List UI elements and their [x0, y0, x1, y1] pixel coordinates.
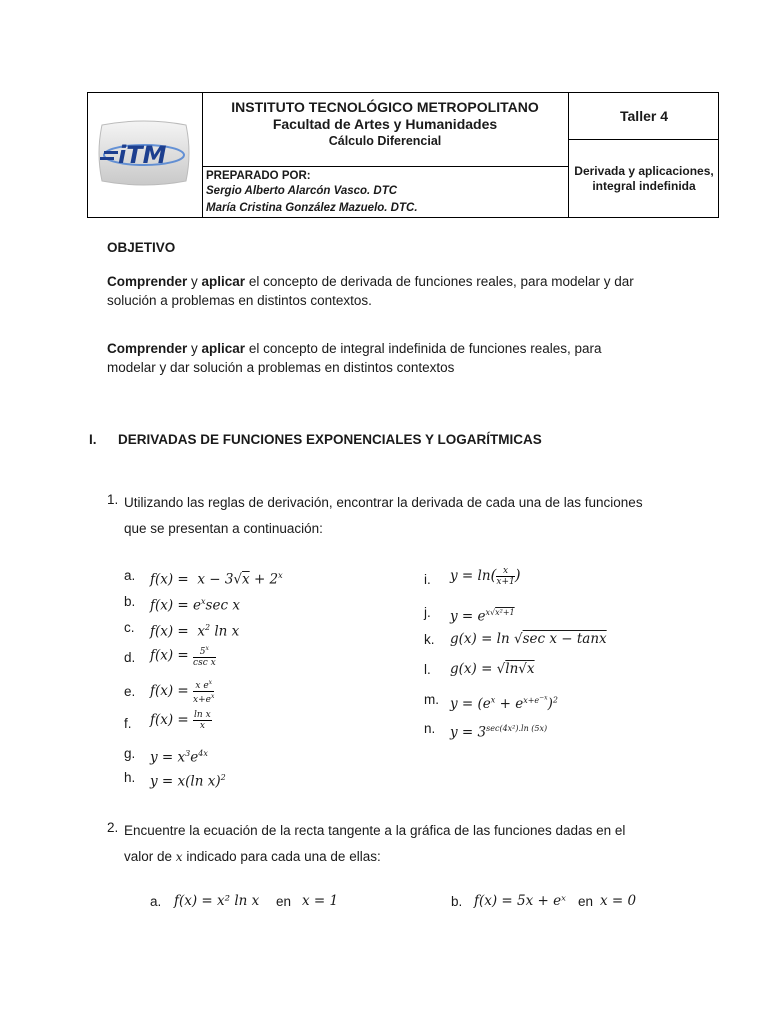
item-label-g: g. — [124, 746, 136, 761]
q2-point-b: x = 0 — [600, 893, 637, 909]
formula-h: y = x(ln x)$^2$ — [150, 773, 226, 790]
q1-line-2: que se presentan a continuación: — [124, 521, 323, 536]
objective-1-verb-1: Comprender — [107, 274, 188, 289]
q2-line-1: Encuentre la ecuación de la recta tangente a la gráfica de las funciones dadas en el — [124, 823, 626, 838]
objective-2-text-2: modelar y dar solución a problemas en distintos contextos — [107, 360, 455, 375]
q2-formula-a: f(x) = x² ln x — [174, 893, 260, 909]
formula-a: $f(x) = x - 3√x + 2^x$ — [150, 571, 283, 588]
item-label-n: n. — [424, 721, 436, 736]
item-label-l: l. — [424, 662, 431, 677]
authors-block — [202, 167, 568, 217]
item-label-f: f. — [124, 716, 132, 731]
logo-cell — [88, 93, 203, 217]
header-right — [569, 93, 719, 217]
formula-g: $y = x^3e^{4x}$ — [150, 749, 208, 766]
formula-d: f(x) = $\frac{5^x}{\text{csc x}}$ — [150, 645, 216, 668]
item-label-c: c. — [124, 620, 135, 635]
formula-n: $y = 3^{sec(4x^2).ln (5x)}$ — [450, 724, 548, 741]
formula-m: $y = (e^x + e^{x+e^{-x}})^2$ — [450, 694, 558, 713]
document-header — [87, 92, 719, 218]
item-label-k: k. — [424, 632, 435, 647]
logo-text: iTM — [118, 141, 167, 169]
q2-variable: x — [175, 850, 183, 864]
institution-block — [202, 93, 568, 167]
item-label-j: j. — [424, 605, 431, 620]
q2-line-2-post: indicado para cada una de ellas: — [182, 849, 381, 864]
item-label-d: d. — [124, 650, 136, 665]
author-1: Sergio Alberto Alarcón Vasco. DTC — [206, 185, 398, 197]
section-number: I. — [89, 432, 97, 447]
objective-1-verb-2: aplicar — [201, 274, 246, 289]
author-2: María Cristina González Mazuelo. DTC. — [206, 202, 418, 214]
item-label-h: h. — [124, 770, 136, 785]
itm-logo — [96, 117, 192, 189]
q2-statement — [124, 818, 684, 870]
q2-formula-b: f(x) = 5x + eˣ — [474, 893, 566, 909]
prepared-by-label: PREPARADO POR: — [206, 170, 311, 182]
objective-paragraph-2 — [107, 339, 667, 377]
q2-point-a: x = 1 — [302, 893, 339, 909]
workshop-topic: Derivada y aplicaciones, integral indefinida — [574, 163, 714, 193]
q2-label-b: b. — [451, 894, 463, 909]
objective-title: OBJETIVO — [107, 240, 176, 255]
course-name: Cálculo Diferencial — [328, 134, 442, 148]
objective-2-verb-1: Comprender — [107, 341, 188, 356]
objective-1-text-2: solución a problemas en distintos contextos. — [107, 293, 372, 308]
q1-statement — [124, 490, 684, 542]
q1-line-1: Utilizando las reglas de derivación, encontrar la derivada de cada una de las funciones — [124, 495, 643, 510]
formula-k: g(x) = ln √sec x − tanx — [450, 631, 607, 647]
objective-1-text-1: el concepto de derivada de funciones reales, para modelar y dar — [245, 274, 634, 289]
formula-e: f(x) = $\frac{x e^x}{x+e^x}$ — [150, 679, 215, 705]
formula-b: $f(x) = e^x\sec$ x — [150, 597, 240, 614]
section-title: DERIVADAS DE FUNCIONES EXPONENCIALES Y LOGARÍTMICAS — [118, 432, 542, 447]
item-label-m: m. — [424, 692, 439, 707]
formula-c: $f(x) = x^2$ ln x — [150, 623, 240, 640]
institution-name: INSTITUTO TECNOLÓGICO METROPOLITANO — [231, 99, 539, 115]
faculty-name: Facultad de Artes y Humanidades — [272, 116, 498, 132]
formula-l: g(x) = √ln√x — [450, 661, 535, 677]
objective-1-conj: y — [187, 274, 202, 289]
item-label-b: b. — [124, 594, 136, 609]
item-label-i: i. — [424, 572, 431, 587]
q1-number: 1. — [107, 492, 119, 507]
workshop-number: Taller 4 — [569, 93, 719, 140]
objective-2-conj: y — [187, 341, 202, 356]
q2-line-2-pre: valor de — [124, 849, 176, 864]
formula-f: f(x) = $\frac{\text{ln x}}{x}$ — [150, 710, 211, 731]
item-label-e: e. — [124, 684, 136, 699]
formula-j: $y = e^{x√x^2+1}$ — [450, 608, 515, 625]
objective-2-text-1: el concepto de integral indefinida de funciones reales, para — [245, 341, 602, 356]
header-middle — [202, 93, 569, 217]
q2-en-a: en — [276, 894, 292, 909]
objective-2-verb-2: aplicar — [201, 341, 246, 356]
q2-label-a: a. — [150, 894, 162, 909]
q2-en-b: en — [578, 894, 594, 909]
item-label-a: a. — [124, 568, 136, 583]
q2-number: 2. — [107, 820, 119, 835]
formula-i: y = ln( $\frac{x}{x+1}$ ) — [450, 566, 521, 587]
objective-paragraph-1 — [107, 272, 667, 310]
